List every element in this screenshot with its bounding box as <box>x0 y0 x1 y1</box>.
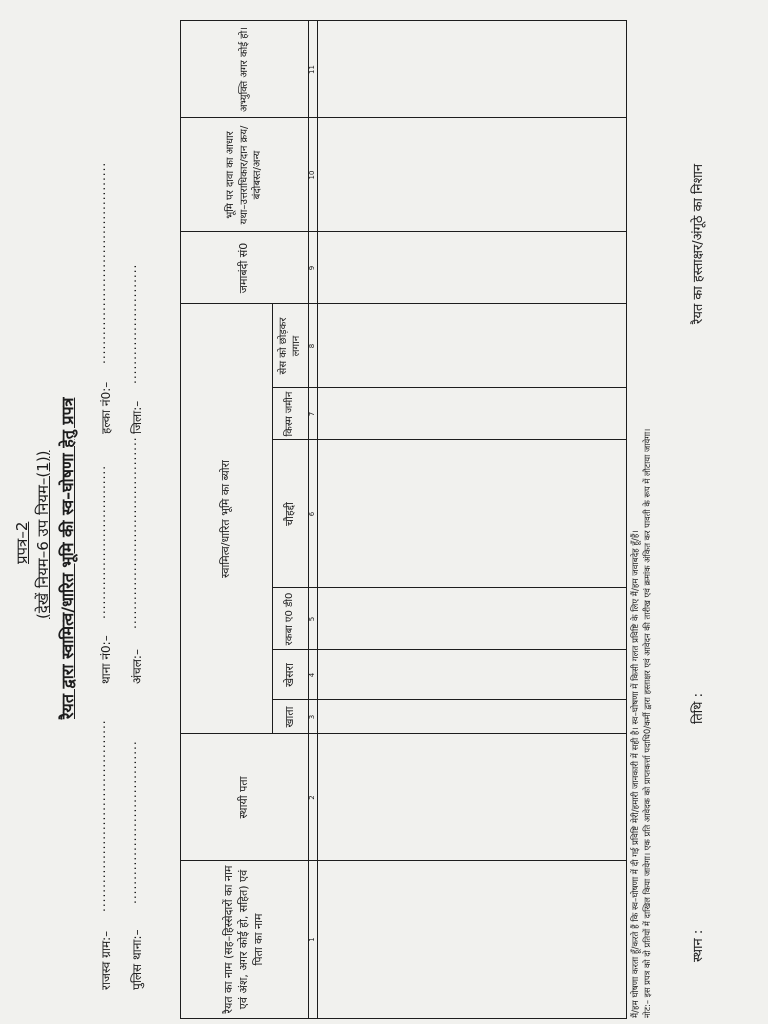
anchal-blank: ........................................ <box>125 436 139 629</box>
col-number: 3 <box>307 714 316 720</box>
header-khata: खाता <box>282 706 296 728</box>
col-number: 1 <box>307 937 316 942</box>
col-divider-4 <box>272 649 626 650</box>
col-number: 2 <box>307 795 316 800</box>
signature-label: रैयत का हस्ताक्षर/अंगूठे का निशान <box>691 163 706 324</box>
revenue-village-blank: ........................................ <box>94 719 108 912</box>
col-number: 7 <box>307 411 316 417</box>
col-divider-7 <box>272 387 626 388</box>
header-remarks: अभ्युक्ति अगर कोई हो। <box>238 26 250 113</box>
col-number: 6 <box>307 511 316 517</box>
col-number: 11 <box>307 65 316 74</box>
halka-no-label: हल्का नं0:– <box>99 381 113 434</box>
header-claim-basis: भूमि पर दावा का आधार यथा–उत्तराधिकार/दान क्रय/बंदोबस्त/अन्य <box>225 125 264 225</box>
col-number: 10 <box>307 170 316 180</box>
header-lagan: सेस को छोड़कर लगान <box>277 317 302 375</box>
note-text: नोट:– इस प्रपत्र को दो प्रतियों में दाखिल किया जायेगा। एक प्रति आवेदक को प्राप्तकर्त्ता पदाधि0/कर्मी द्वारा हस्ताक्षर एवं आवेदन की तारीख एवं क्रमांक अंकित कर पावती के रूप में लौटाया जायेगा। <box>642 428 652 1018</box>
anchal-label: अंचल:– <box>130 649 144 684</box>
header-land-details-group: स्वामित्व/धारित भूमि का ब्योरा <box>219 460 233 578</box>
thana-no-blank: ................................ <box>94 464 108 619</box>
form-title: रैयत द्वारा स्वामित्व/धारित भूमि की स्व–घोषणा हेतु प्रपत्र <box>58 397 77 719</box>
header-khesra: खेसरा <box>282 663 296 687</box>
header-kism-jamin: किस्म जमीन <box>284 391 296 437</box>
declaration-table <box>180 20 627 1019</box>
header-raiyat-name: रैयत का नाम (सह–हिस्सेदारों का नाम एवं अंश, अगर कोई हो, सहित) एवं पिता का नाम <box>222 865 265 1014</box>
police-station-label: पुलिस थाना:– <box>130 929 144 990</box>
header-jamabandi: जमाबंदी सं0 <box>237 242 251 294</box>
header-chauhaddi: चौहद्दी <box>282 502 296 526</box>
halka-no-blank: .......................................... <box>94 161 108 364</box>
police-station-blank: .................................. <box>125 740 139 904</box>
revenue-village-label: राजस्व ग्राम:– <box>99 930 113 990</box>
col-divider-6 <box>272 439 626 440</box>
declaration-text: मैं/हम घोषणा करता हूँ/करते हैं कि स्व–घोषणा में दी गई प्रविष्टि मेरी/हमारी जानकारी में सही है। स्व–घोषणा में किसी गलत प्रविष्टि के लिए मैं/हम जवाबदेह हूँ/हैं। <box>631 530 641 1018</box>
col-divider-5 <box>272 587 626 588</box>
district-label: जिला:– <box>130 400 144 434</box>
col-number: 9 <box>307 265 316 271</box>
rule-reference: (देखें नियम–6 उप नियम–(1)) <box>34 450 52 619</box>
form-number: प्रपत्र–2 <box>13 521 31 564</box>
header-rakba: रकबा ए0 डी0 <box>284 592 296 646</box>
district-blank: ......................... <box>125 263 139 384</box>
header-permanent-address: स्थायी पता <box>237 776 251 819</box>
thana-no-label: थाना नं0:– <box>99 635 113 684</box>
col-divider-3 <box>272 699 626 700</box>
col-number: 8 <box>307 343 316 349</box>
col-number: 5 <box>307 616 316 622</box>
col-number: 4 <box>307 672 316 678</box>
date-label: तिथि : <box>691 693 706 724</box>
place-label: स्थान : <box>691 929 706 962</box>
